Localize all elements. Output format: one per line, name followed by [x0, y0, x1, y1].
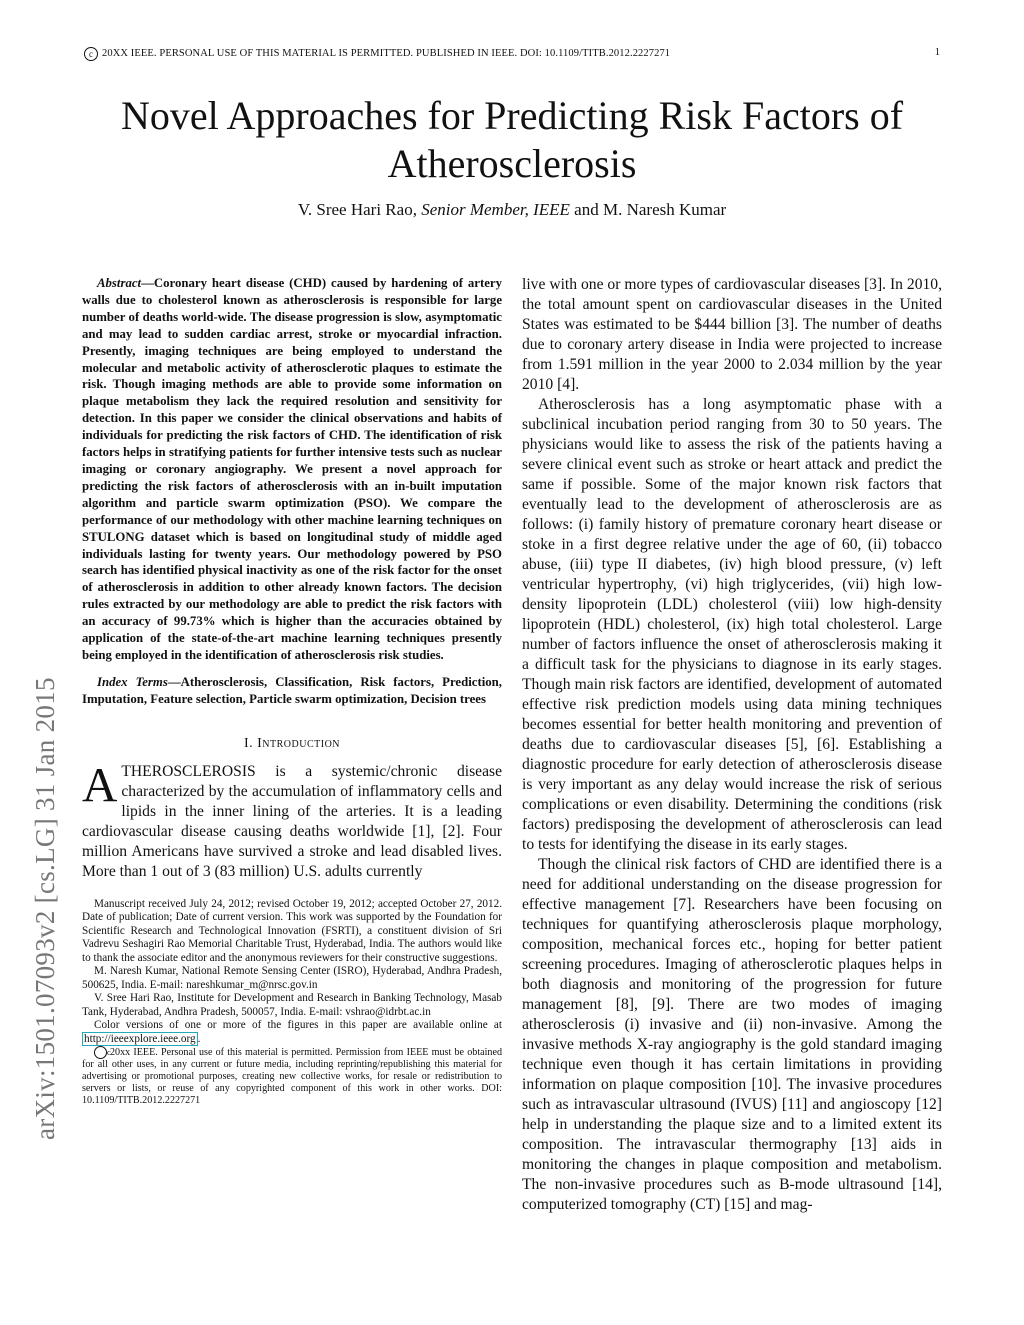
section-title: Introduction: [257, 735, 341, 751]
copyright-symbol: c: [84, 47, 98, 61]
abstract-label: Abstract: [97, 276, 142, 290]
author-line: [84, 200, 940, 220]
page-number: 1: [934, 47, 940, 58]
footnote-copyright-text: 20xx IEEE. Personal use of this material is permitted. Permission from IEEE must be obtained for all other uses, in any current or future media, including reprinting/republishing this material for advertising or promotional purposes, creating new collective works, for resale or redistribution to servers or lists, or reuse of any copyrighted component of this work in other works. DOI: 10.1109/TITB.2012.2227271: [82, 1047, 502, 1107]
intro-text: THEROSCLEROSIS is a systemic/chronic disease characterized by the accumulation of inflammatory cells and lipids in the inner lining of the arteries. It is a leading cardiovascular disease causing deaths worldwide [1], [2]. Four million Americans have survived a stroke and lead disabled lives. More than 1 out of 3 (83 million) U.S. adults currently: [82, 762, 502, 880]
abstract: [82, 275, 502, 664]
footnote-color-end: .: [197, 1032, 201, 1045]
running-head-text: 20XX IEEE. PERSONAL USE OF THIS MATERIAL IS PERMITTED. PUBLISHED IN IEEE. DOI: 10.1109/TITB.2012.2227271: [102, 48, 671, 59]
footnote-received: Manuscript received July 24, 2012; revised October 19, 2012; accepted October 27, 2012. Date of publication; Date of current version. This work was supported by the Foundation for Scientific Research and Technological Innovation (FSRTI), a constituent division of Sri Vadrevu Seshagiri Rao Memorial Charitable Trust, Hyderabad, India. The authors would like to thank the associate editor and the anonymous reviewers for their constructive suggestions.: [82, 897, 502, 964]
right-column: [522, 275, 942, 1215]
dropcap: A: [82, 756, 118, 812]
running-header: [84, 47, 940, 61]
section-heading: [82, 736, 502, 752]
footnotes: [82, 898, 502, 1108]
intro-paragraph: [82, 756, 502, 882]
footnote-rao: V. Sree Hari Rao, Institute for Development and Research in Banking Technology, Masab Tank, Hyderabad, Andhra Pradesh, 500057, India. E-mail: vshrao@idrbt.ac.in: [82, 992, 502, 1018]
left-column: [82, 275, 502, 1107]
arxiv-stamp: arXiv:1501.07093v2 [cs.LG] 31 Jan 2015: [30, 677, 60, 1140]
index-terms-text: —Atherosclerosis, Classification, Risk factors, Prediction, Imputation, Feature selection, Particle swarm optimization, Decision trees: [82, 674, 502, 706]
abstract-text: —Coronary heart disease (CHD) caused by hardening of artery walls due to cholesterol known as atherosclerosis is responsible for large number of deaths world-wide. The disease progression is slow, asymptomatic and may lead to sudden cardiac arrest, stroke or myocardial infraction. Presently, imaging techniques are being employed to understand the molecular and metabolic activity of atherosclerotic plaques to estimate the risk. Though imaging methods are able to provide some information on plaque metabolism they lack the required resolution and sensitivity for detection. In this paper we consider the clinical observations and habits of individuals for predicting the risk factors of CHD. The identification of risk factors helps in stratifying patients for further intensive tests such as nuclear imaging or coronary angiography. We present a novel approach for predicting the risk factors of atherosclerosis with an in-built imputation algorithm and particle swarm optimization (PSO). We compare the performance of our methodology with other machine learning techniques on STULONG dataset which is based on longitudinal study of middle aged individuals lasting for twenty years. Our methodology powered by PSO search has identified physical inactivity as one of the risk factor for the onset of atherosclerosis in addition to other already known factors. The decision rules extracted by our methodology are able to predict the risk factors with an accuracy of 99.73% which is higher than the accuracies obtained by application of the state-of-the-art machine learning techniques presently being employed in the identification of atherosclerosis risk studies.: [82, 276, 502, 662]
author-1-role: Senior Member, IEEE: [421, 200, 570, 219]
footnote-color-text: Color versions of one or more of the figures in this paper are available online at: [94, 1019, 502, 1032]
author-2: and M. Naresh Kumar: [574, 200, 727, 219]
footnote-color: [82, 1019, 502, 1046]
footnote-kumar: M. Naresh Kumar, National Remote Sensing Center (ISRO), Hyderabad, Andhra Pradesh, 500625, India. E-mail: nareshkumar_m@nrsc.gov.in: [82, 965, 502, 991]
paper-title: Novel Approaches for Predicting Risk Factors of Atherosclerosis: [120, 93, 904, 186]
index-terms-label: Index Terms: [97, 674, 168, 689]
right-paragraph-1: live with one or more types of cardiovascular diseases [3]. In 2010, the total amount spent on cardiovascular diseases in the United States was estimated to be $444 billion [3]. The number of deaths due to coronary artery disease in India were projected to increase from 1.591 million in the year 2000 to 2.034 million by the year 2010 [4].: [522, 276, 942, 393]
copyright-symbol-small: c: [94, 1046, 107, 1059]
right-paragraph-3: Though the clinical risk factors of CHD are identified there is a need for additional understanding on the disease progression for effective management [7]. Researchers have been focusing on techniques for quantifying atherosclerosis plaque morphology, composition, mechanical forces etc., hoping for better patient screening procedures. Imaging of atherosclerotic plaques helps in both diagnosis and monitoring of the progression for future management [8], [9]. There are two modes of imaging atherosclerosis (i) invasive and (ii) non-invasive. Among the invasive methods X-ray angiography is the gold standard imaging technique even though it has certain limitations in providing information on plaque composition [10]. The invasive procedures such as intravascular ultrasound (IVUS) [11] and angioscopy [12] help in understanding the plaque size and to a limited extent its composition. The intravascular thermography [13] aids in monitoring the changes in plaque composition and metabolism. The non-invasive procedures such as B-mode ultrasound [14], computerized tomography (CT) [15] and mag-: [522, 856, 942, 1213]
ieeexplore-link[interactable]: http://ieeexplore.ieee.org: [84, 1032, 196, 1045]
footnote-copyright: [82, 1046, 502, 1107]
index-terms: [82, 674, 502, 708]
author-1: V. Sree Hari Rao,: [297, 200, 417, 219]
section-number: I.: [243, 735, 254, 751]
right-paragraph-2: Atherosclerosis has a long asymptomatic phase with a subclinical incubation period ranging from 30 to 50 years. The physicians would like to assess the risk of the patients having a severe clinical event such as stroke or heart attack and predict the same if possible. Some of the major known risk factors that eventually lead to the development of atherosclerosis are as follows: (i) family history of premature coronary heart disease or stoke in a first degree relative under the age of 60, (ii) tobacco abuse, (iii) type II diabetes, (iv) high blood pressure, (v) left ventricular hypertrophy, (vi) high triglycerides, (vii) high low-density lipoprotein (LDL) cholesterol (viii) low high-density lipoprotein (HDL) cholesterol, (ix) high total cholesterol. Large number of factors influence the onset of atherosclerosis making it a difficult task for the physicians to diagnose in its early stages. Though main risk factors are identified, development of automated effective risk prediction models using data mining techniques becomes essential for better health monitoring and prevention of deaths due to cardiovascular diseases [5], [6]. Establishing a diagnostic procedure for early detection of atherosclerosis disease is very important as any delay would increase the risk of serious complications or even disability. Determining the conditions (risk factors) predisposing the development of atherosclerosis can lead to tests for identifying the disease in its early stages.: [522, 396, 942, 853]
